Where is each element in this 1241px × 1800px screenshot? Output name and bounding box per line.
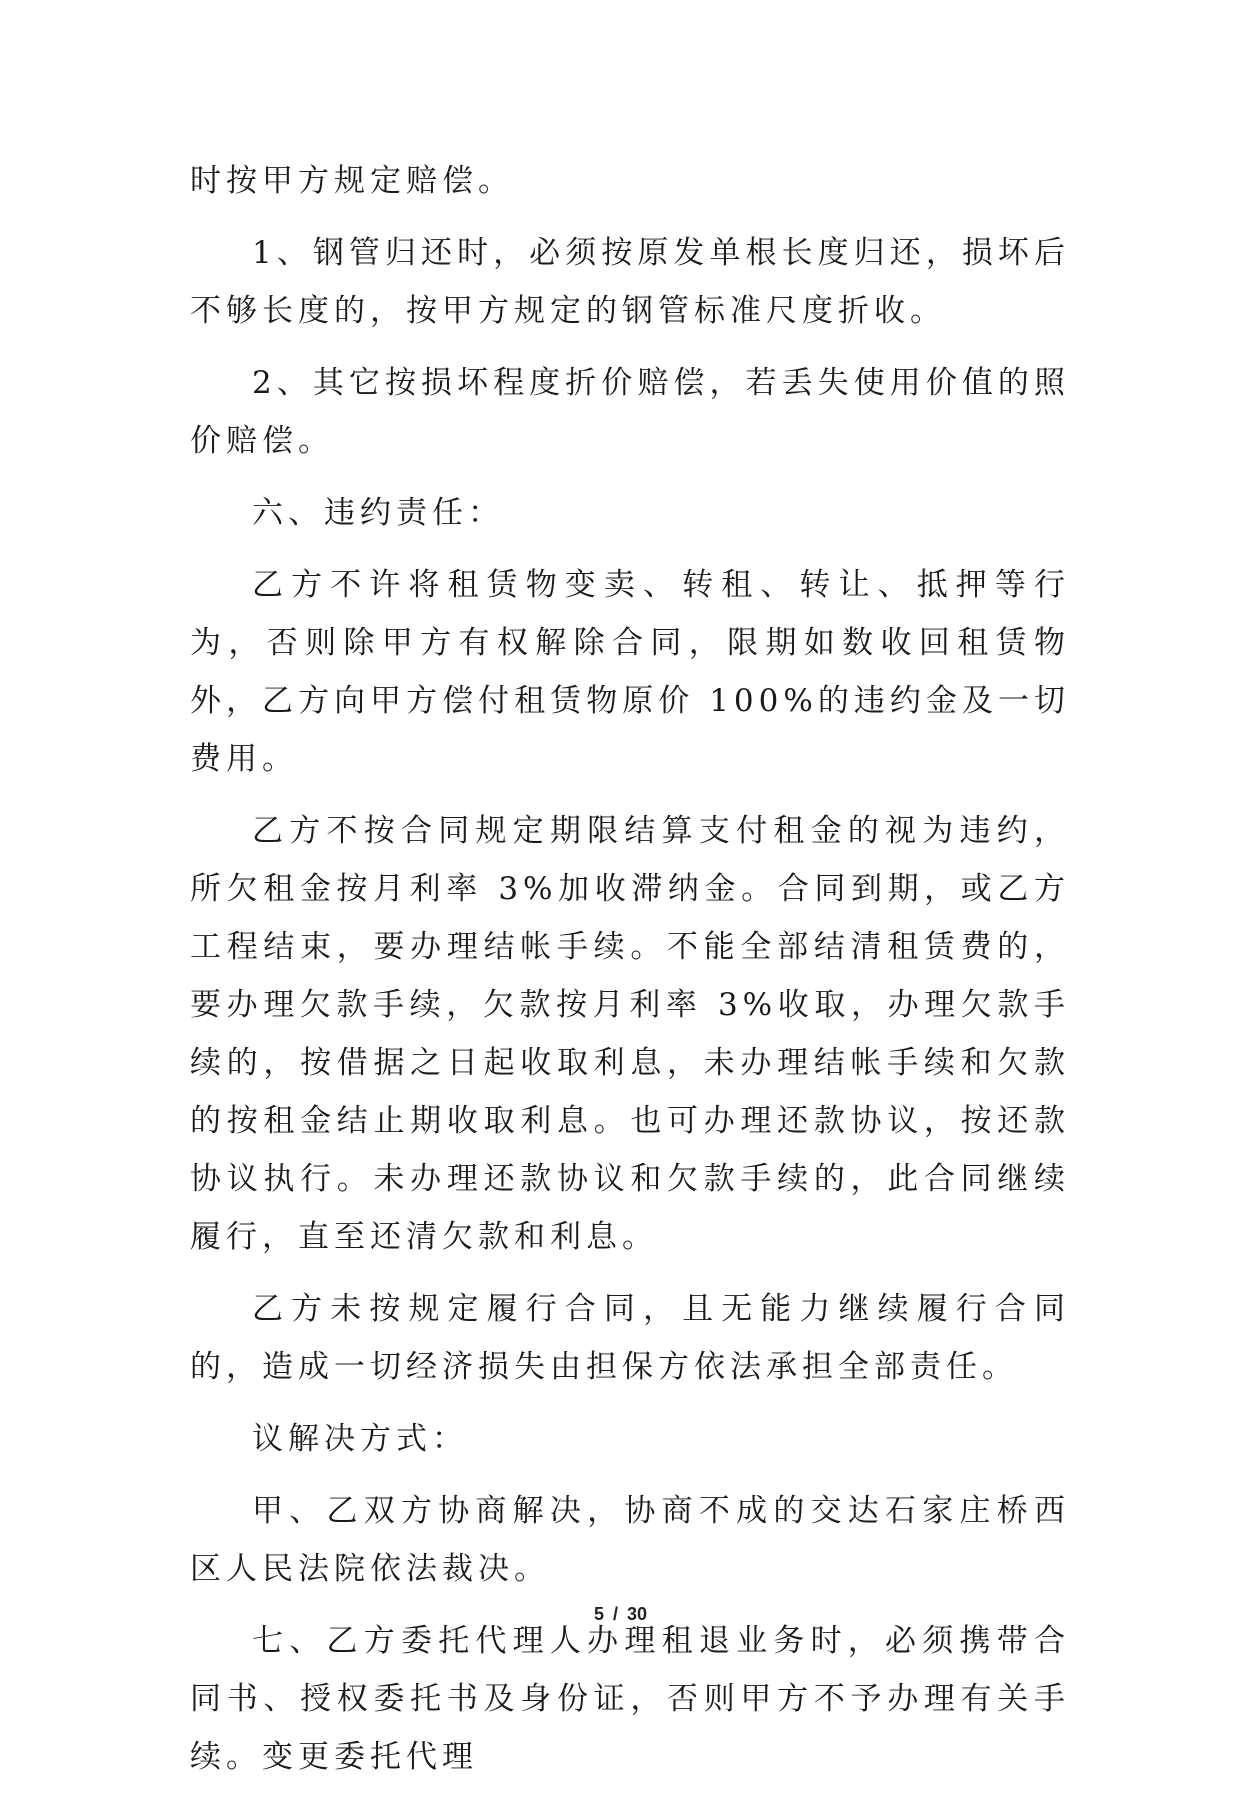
paragraph-9: 甲、乙双方协商解决，协商不成的交达石家庄桥西区人民法院依法裁决。: [190, 1493, 1070, 1587]
page-total: 30: [627, 1604, 648, 1624]
paragraph-1: 时按甲方规定赔偿。: [190, 163, 514, 199]
document-body: [190, 152, 1070, 1800]
paragraph-5: 乙方不许将租赁物变卖、转租、转让、抵押等行为，否则除甲方有权解除合同，限期如数收回租赁物外，乙方向甲方偿付租赁物原价 100%的违约金及一切费用。: [190, 567, 1070, 777]
section-heading-breach: 六、违约责任：: [252, 495, 504, 531]
paragraph-2: 1、钢管归还时，必须按原发单根长度归还，损坏后不够长度的，按甲方规定的钢管标准尺度折收。: [190, 235, 1070, 329]
page-number: [0, 1604, 1241, 1625]
paragraph-3: 2、其它按损坏程度折价赔偿，若丢失使用价值的照价赔偿。: [190, 365, 1070, 459]
section-heading-dispute: 议解决方式：: [252, 1421, 468, 1457]
page-separator: /: [612, 1604, 618, 1624]
page-current: 5: [593, 1604, 604, 1624]
paragraph-7: 乙方未按规定履行合同，且无能力继续履行合同的，造成一切经济损失由担保方依法承担全部责任。: [190, 1291, 1070, 1385]
paragraph-10: 七、乙方委托代理人办理租退业务时，必须携带合同书、授权委托书及身份证，否则甲方不予办理有关手续。变更委托代理: [190, 1623, 1070, 1775]
paragraph-6: 乙方不按合同规定期限结算支付租金的视为违约，所欠租金按月利率 3%加收滞纳金。合同到期，或乙方工程结束，要办理结帐手续。不能全部结清租赁费的，要办理欠款手续，欠款按月利率 3%收取，办理欠款手续的，按借据之日起收取利息，未办理结帐手续和欠款的按租金结止期收取利息。也可办理还款协议，按还款协议执行。未办理还款协议和欠款手续的，此合同继续履行，直至还清欠款和利息。: [190, 813, 1070, 1255]
